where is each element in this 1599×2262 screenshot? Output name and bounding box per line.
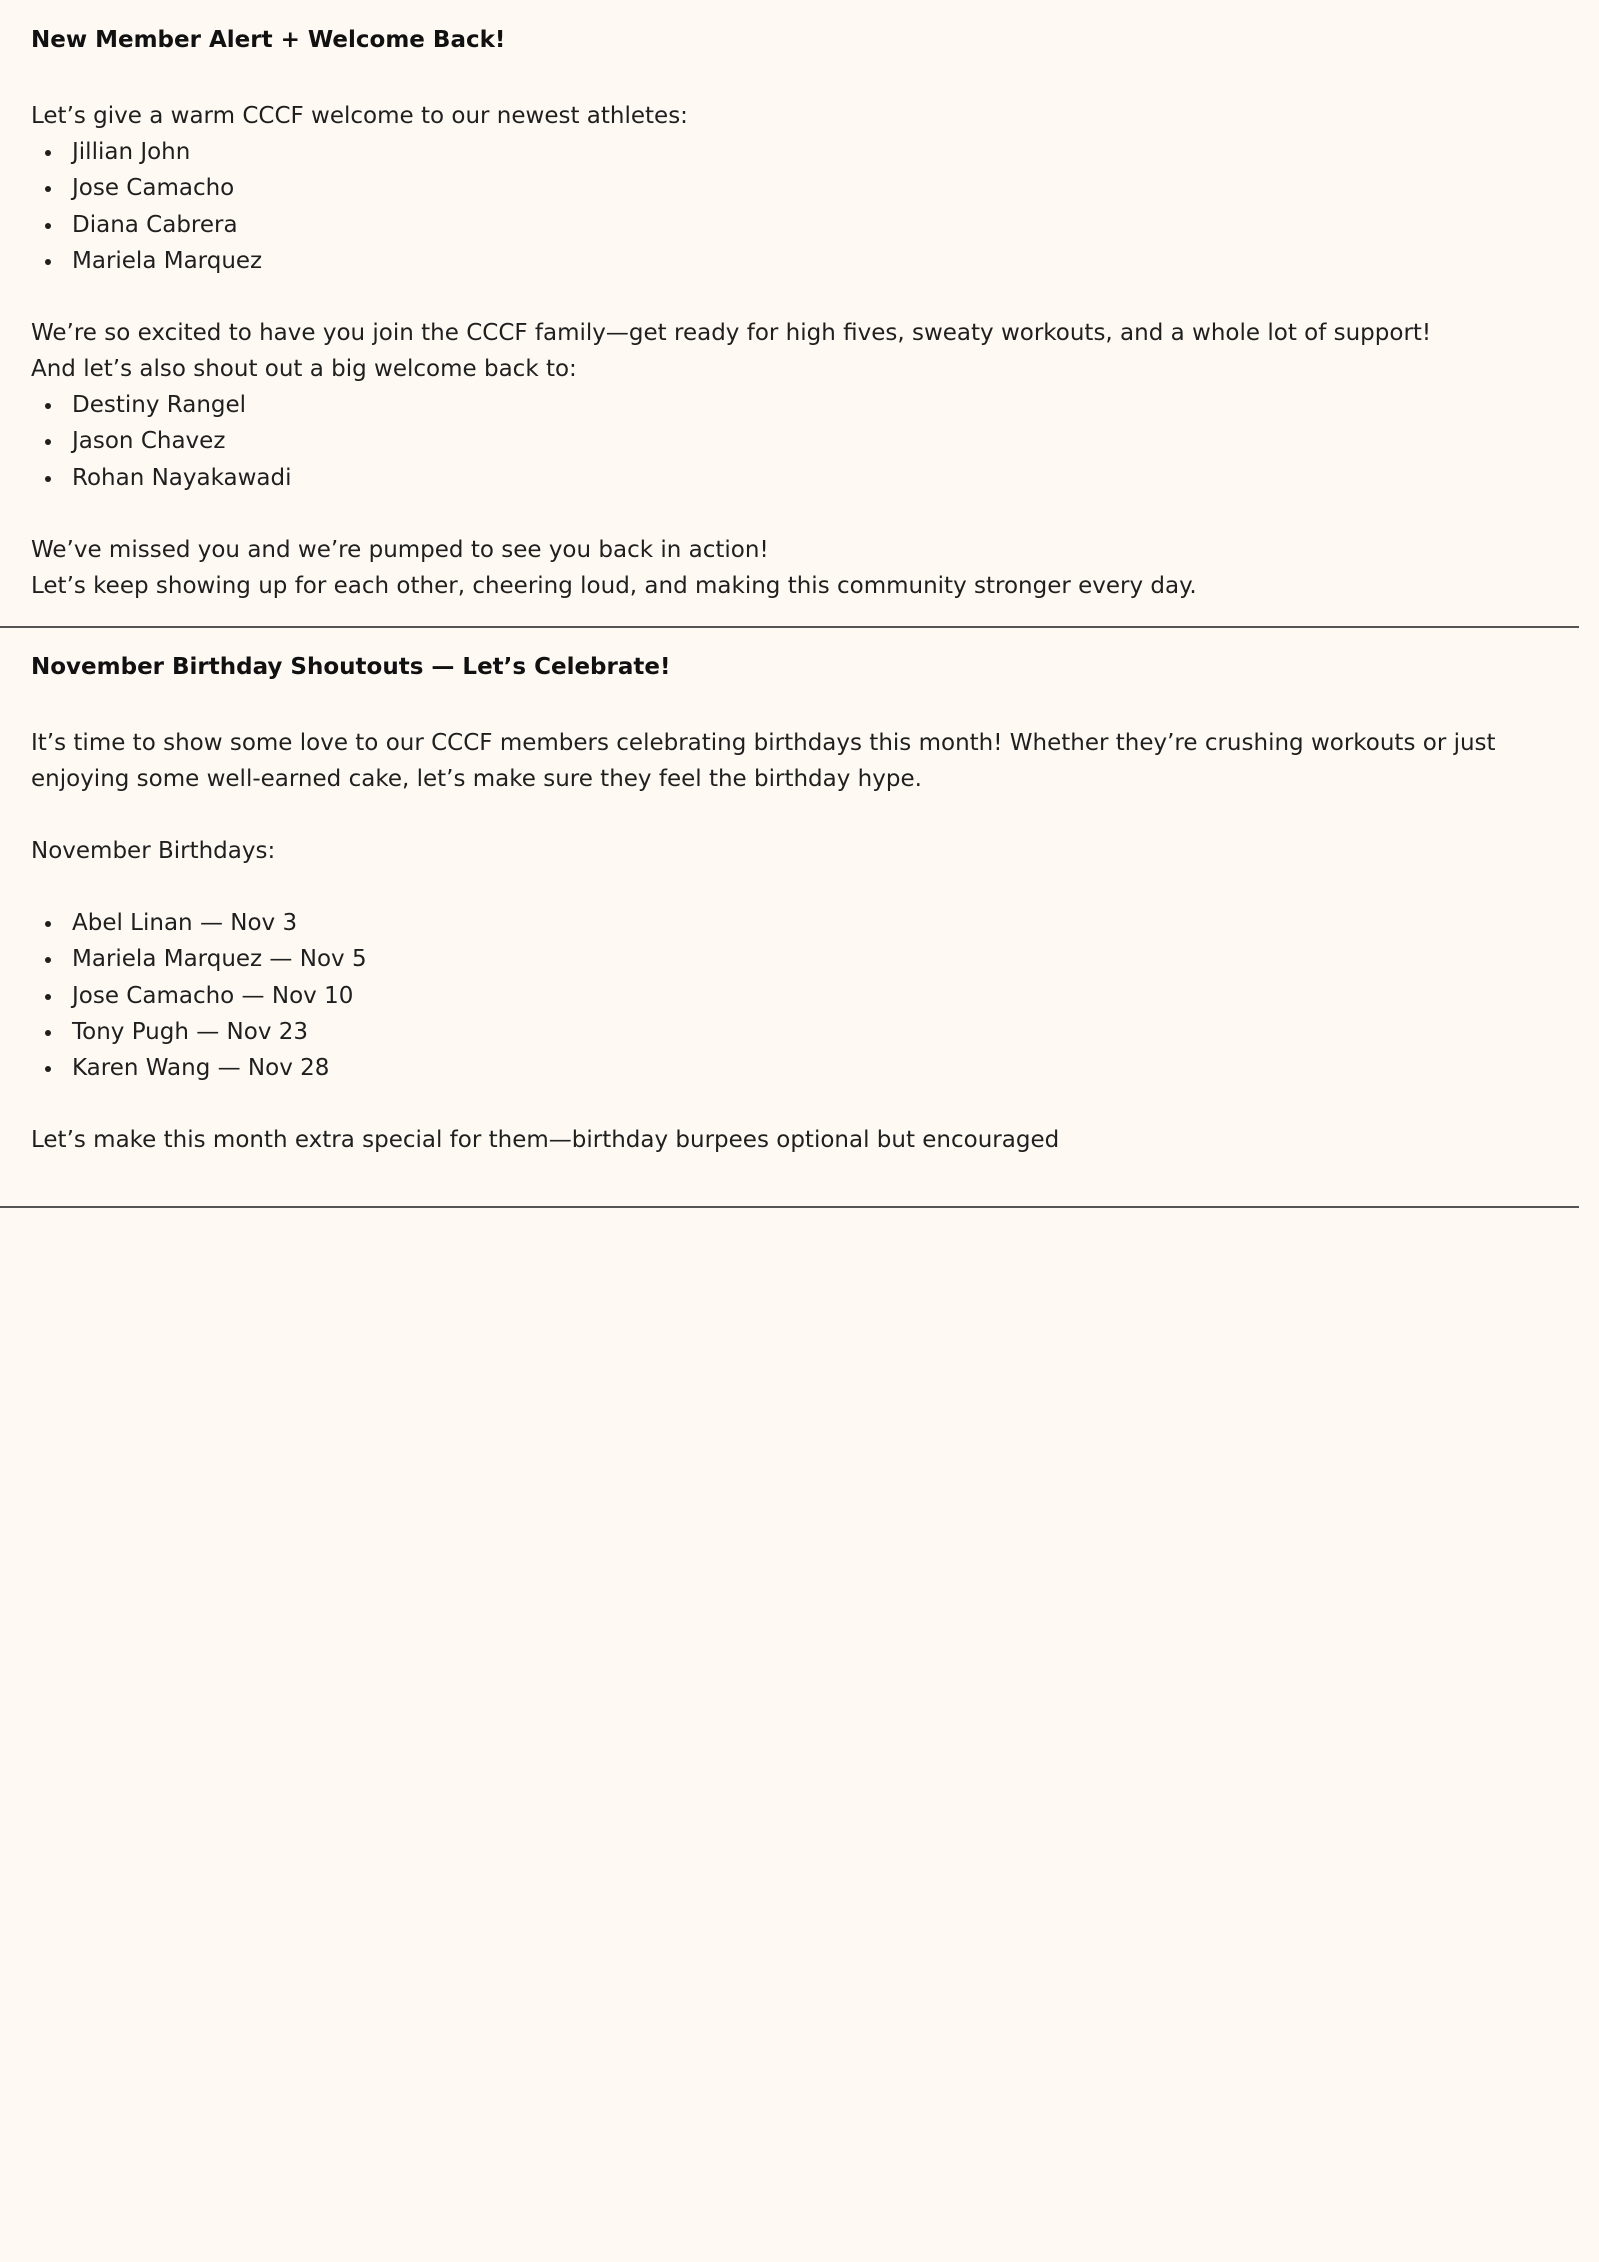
- birthday-list: [31, 905, 1571, 1086]
- list-item: Mariela Marquez: [72, 243, 1571, 279]
- welcome-missed-text: We’ve missed you and we’re pumped to see you back in action!: [31, 537, 769, 564]
- welcome-title: New Member Alert + Welcome Back!: [31, 27, 506, 53]
- welcome-section: [31, 26, 1571, 604]
- returning-members-list: [31, 387, 1571, 496]
- welcome-closing-text: Let’s keep showing up for each other, cheering loud, and making this community stronger every day.: [31, 573, 1197, 600]
- birthday-intro: It’s time to show some love to our CCCF members celebrating birthdays this month! Whether they’re crushing workouts or just enjoying some well-earned cake, let’s make sure they feel the birthday hype.: [31, 730, 1496, 792]
- birthday-section: [31, 653, 1571, 1158]
- list-item: Destiny Rangel: [72, 387, 1571, 423]
- birthday-title: November Birthday Shoutouts — Let’s Celebrate!: [31, 654, 671, 680]
- list-item: Karen Wang — Nov 28: [72, 1050, 1571, 1086]
- welcome-intro: Let’s give a warm CCCF welcome to our newest athletes:: [31, 103, 688, 129]
- list-item: Mariela Marquez — Nov 5: [72, 941, 1571, 977]
- welcome-back-intro: And let’s also shout out a big welcome back to:: [31, 356, 577, 383]
- section-divider: [0, 626, 1579, 628]
- list-item: Jose Camacho — Nov 10: [72, 978, 1571, 1014]
- list-item: Jason Chavez: [72, 423, 1571, 459]
- birthday-closing-text: Let’s make this month extra special for them—birthday burpees optional but encouraged: [31, 1127, 1060, 1154]
- list-item: Jillian John: [72, 134, 1571, 170]
- list-item: Rohan Nayakawadi: [72, 460, 1571, 496]
- spacer: [31, 54, 1571, 98]
- spacer: [31, 681, 1571, 725]
- spacer: [31, 279, 1571, 315]
- list-item: Diana Cabrera: [72, 207, 1571, 243]
- spacer: [31, 496, 1571, 532]
- welcome-excited-text: We’re so excited to have you join the CCCF family—get ready for high fives, sweaty workouts, and a whole lot of support!: [31, 320, 1432, 347]
- new-members-list: [31, 134, 1571, 279]
- spacer: [31, 797, 1571, 833]
- list-item: Jose Camacho: [72, 170, 1571, 206]
- spacer: [31, 869, 1571, 905]
- birthday-list-label: November Birthdays:: [31, 838, 276, 864]
- section-divider: [0, 1206, 1579, 1208]
- spacer: [31, 1086, 1571, 1122]
- list-item: Abel Linan — Nov 3: [72, 905, 1571, 941]
- list-item: Tony Pugh — Nov 23: [72, 1014, 1571, 1050]
